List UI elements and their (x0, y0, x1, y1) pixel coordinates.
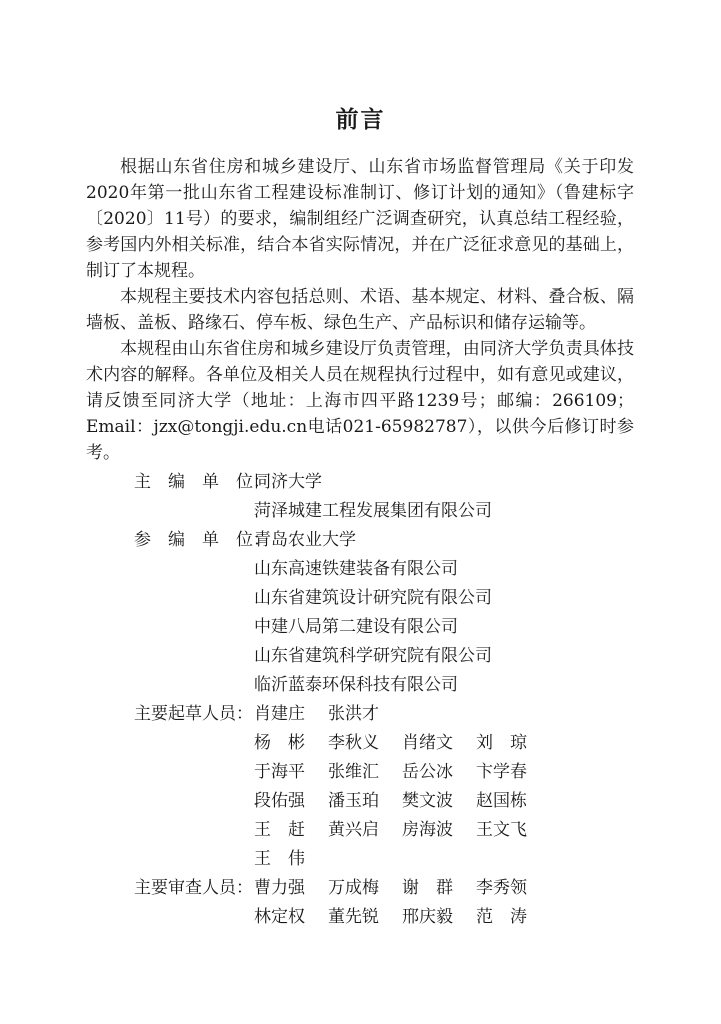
reviewer-name: 林定权 (254, 907, 305, 927)
drafter-name: 刘 琼 (476, 733, 527, 753)
drafter-name: 房海波 (402, 820, 453, 840)
reviewer-name: 邢庆毅 (402, 907, 453, 927)
participating-unit-item: 山东省建筑设计研究院有限公司 (254, 588, 492, 608)
drafter-name: 王 伟 (254, 849, 305, 869)
reviewers-list (254, 874, 594, 932)
drafter-name: 黄兴启 (328, 820, 379, 840)
drafter-name: 岳公冰 (402, 762, 453, 782)
drafter-name: 肖绪文 (402, 733, 453, 753)
drafters-row (254, 700, 594, 729)
drafters-list (254, 700, 594, 874)
page-title: 前言 (335, 107, 386, 133)
chief-unit-item: 菏泽城建工程发展集团有限公司 (254, 501, 492, 521)
chief-units-label: 主 编 单 位： (134, 472, 270, 492)
paragraph-management: 本规程由山东省住房和城乡建设厅负责管理，由同济大学负责具体技术内容的解释。各单位及相关人员在规程执行过程中，如有意见或建议，请反馈至同济大学（地址：上海市四平路1239号；邮编：266109；Email：jzx@tongji.edu.cn电话021-65982787），以供今后修订时参考。 (86, 339, 634, 463)
drafters-row (254, 758, 594, 787)
drafters-row (254, 787, 594, 816)
participating-units-group (134, 526, 594, 700)
drafters-label: 主要起草人员： (134, 704, 253, 724)
drafter-name: 王文飞 (476, 820, 527, 840)
reviewers-label: 主要审查人员： (134, 878, 253, 898)
drafter-name: 王 赶 (254, 820, 305, 840)
reviewers-row (254, 903, 594, 932)
participating-unit-item: 中建八局第二建设有限公司 (254, 617, 458, 637)
paragraph-contents: 本规程主要技术内容包括总则、术语、基本规定、材料、叠合板、隔墙板、盖板、路缘石、停车板、绿色生产、产品标识和储存运输等。 (86, 287, 634, 333)
preface-body (86, 154, 634, 466)
drafter-name: 赵国栋 (476, 791, 527, 811)
drafter-name: 李秋义 (328, 733, 379, 753)
reviewer-name: 谢 群 (402, 878, 453, 898)
chief-unit-item: 同济大学 (254, 472, 322, 492)
participating-units-label: 参 编 单 位： (134, 530, 270, 550)
drafter-name: 潘玉珀 (328, 791, 379, 811)
drafters-row (254, 816, 594, 845)
drafter-name: 肖建庄 (254, 704, 305, 724)
participating-unit-item: 山东高速铁建装备有限公司 (254, 559, 458, 579)
drafters-row (254, 845, 594, 874)
paragraph-background: 根据山东省住房和城乡建设厅、山东省市场监督管理局《关于印发2020年第一批山东省工程建设标准制订、修订计划的通知》（鲁建标字〔2020〕11号）的要求，编制组经广泛调查研究，认真总结工程经验，参考国内外相关标准，结合本省实际情况，并在广泛征求意见的基础上，制订了本规程。 (86, 157, 634, 281)
reviewer-name: 曹力强 (254, 878, 305, 898)
credits-section (134, 468, 594, 932)
reviewers-row (254, 874, 594, 903)
chief-units-group (134, 468, 594, 526)
drafter-name: 樊文波 (402, 791, 453, 811)
chief-units-list (254, 468, 594, 526)
drafter-name: 卞学春 (476, 762, 527, 782)
drafter-name: 张洪才 (328, 704, 379, 724)
participating-unit-item: 山东省建筑科学研究院有限公司 (254, 646, 492, 666)
drafters-row (254, 729, 594, 758)
reviewer-name: 范 涛 (476, 907, 527, 927)
participating-unit-item: 临沂蓝泰环保科技有限公司 (254, 675, 458, 695)
participating-unit-item: 青岛农业大学 (254, 530, 356, 550)
reviewer-name: 李秀领 (476, 878, 527, 898)
drafter-name: 于海平 (254, 762, 305, 782)
drafter-name: 杨 彬 (254, 733, 305, 753)
drafter-name: 段佑强 (254, 791, 305, 811)
reviewer-name: 万成梅 (328, 878, 379, 898)
reviewers-group (134, 874, 594, 932)
drafters-group (134, 700, 594, 874)
participating-units-list (254, 526, 594, 700)
reviewer-name: 董先锐 (328, 907, 379, 927)
drafter-name: 张维汇 (328, 762, 379, 782)
